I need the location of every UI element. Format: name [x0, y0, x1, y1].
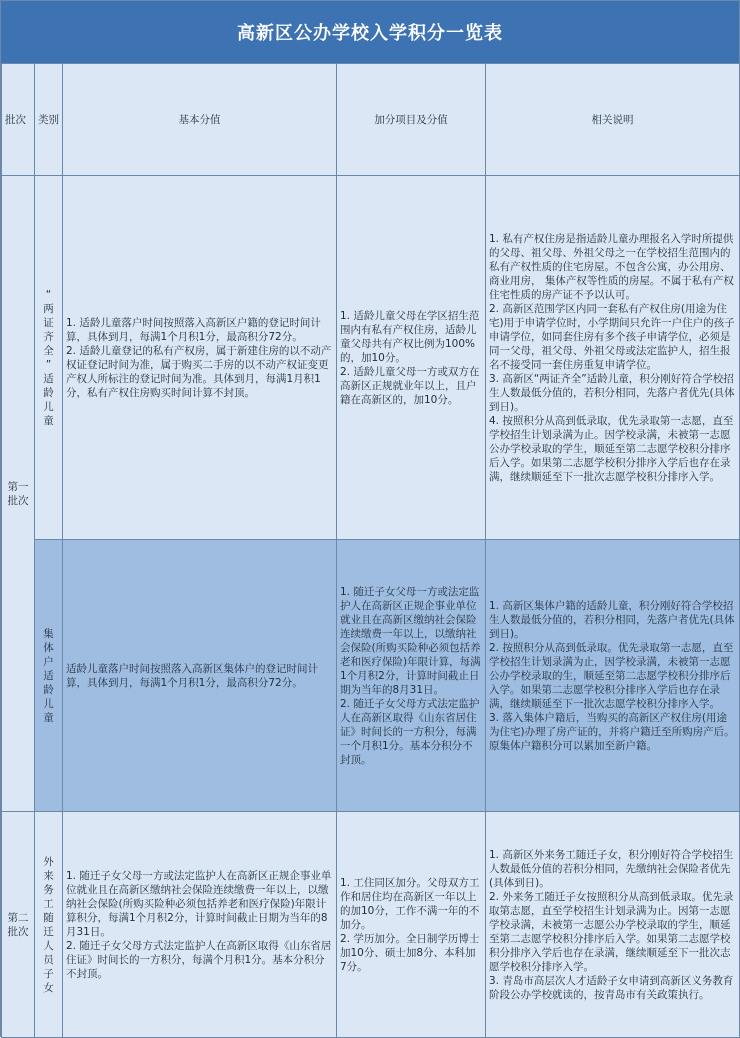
notes-item: 1. 私有产权住房是指适龄儿童办理报名入学时所提供的父母、祖父母、外祖父母之一在学校招生范围内的私有产权性质的住宅房屋。不包含公寓，办公用房、商业用房， 集体产权等性质的房屋。不属于私有产权住宅性质的房产证不予以认可。	[489, 232, 734, 301]
category-label: “ 两 证 齐 全 ” 适 龄 儿 童	[43, 288, 54, 427]
category-cell	[35, 812, 63, 1038]
header-base-score: 基本分值	[63, 64, 337, 176]
batch-cell-second: 第二 批次	[2, 812, 35, 1038]
batch-cell-first: 第一 批次	[2, 176, 35, 812]
notes-item: 2. 按照积分从高到低录取。优先录取第一志愿，直至学校招生计划录满为止，因学校录满，未被第一志愿公办学校录取的生，顺延至第二志愿学校积分排序后入学。如果第二志愿学校积分排序入学后也存在录满，继续顺延至下一批次志愿学校积分排序入学。	[489, 641, 734, 710]
category-cell	[35, 540, 63, 812]
notes-item: 3. 高新区“两证齐全”适龄儿童，积分刚好符合学校招生人数最低分值的，若积分相同，先落户者优先(具体到日)。	[489, 372, 735, 413]
base-score-item: 2. 适龄儿童登记的私有产权房，属于新建住房的以不动产权证登记时间为准，属于购买二手房的以不动产权证变更产权人所标注的登记时间为准。具体到月，每满1月积1分，私有产权住房购买时间计算不封顶。	[66, 344, 332, 399]
bonus-item: 2. 学历加分。全日制学历博士加10分、硕士加8分、本科加7分。	[340, 932, 480, 973]
base-score-cell	[63, 812, 337, 1038]
header-bonus: 加分项目及分值	[337, 64, 486, 176]
bonus-cell	[337, 812, 486, 1038]
bonus-item: 1. 适龄儿童父母在学区招生范围内有私有产权住房，适龄儿童父母共有产权比例为100%的，加10分。	[340, 309, 480, 364]
notes-item: 3. 落入集体户籍后，当购买的高新区产权住房(用途为住宅)办理了房产证的，并将户籍迁至所购房产后。原集体户籍积分可以累加至新户籍。	[489, 711, 735, 752]
notes-item: 2. 高新区范围学区内同一套私有产权住房(用途为住宅)用于申请学位时，小学期间只允许一户住户的孩子申请学位，如同套住房有多个孩子申请学位，必须是同一父母，祖父母、外祖父母或法定监护人，招生报名不接受同一套住房重复申请学位。	[489, 302, 735, 371]
bonus-cell	[337, 540, 486, 812]
notes-cell	[486, 176, 740, 540]
base-score-item: 1. 适龄儿童落户时间按照落入高新区户籍的登记时间计算，具体到月，每满1个月积1分，最高积分72分。	[66, 316, 321, 343]
base-score-item: 适龄儿童落户时间按照落入高新区集体户的登记时间计算，具体到月，每满1个月积1分，最高积分72分。	[66, 662, 318, 689]
base-score-cell	[63, 176, 337, 540]
bonus-item: 1. 工住同区加分。父母双方工作和居住均在高新区一年以上的加10分，工作不满一年的不加分。	[340, 876, 480, 931]
notes-item: 3. 青岛市高层次人才适龄子女申请到高新区义务教育阶段公办学校就读的，按青岛市有关政策执行。	[489, 974, 734, 1001]
notes-cell	[486, 540, 740, 812]
bonus-item: 1. 随迁子女父母一方或法定监护人在高新区正规企事业单位就业且在高新区缴纳社会保险连续缴费一年以上，以缴纳社会保险(所购买险种必须包括养老和医疗保险)年限计算，每满1个月积2分，计算时间截止日期为当年的8月31日。	[340, 585, 481, 696]
category-label: 外 来 务 工 随 迁 人 员 子 女	[43, 855, 54, 994]
notes-cell	[486, 812, 740, 1038]
notes-item: 1. 高新区集体户籍的适龄儿童，积分刚好符合学校招生人数最低分值的，若积分相同，先落户者优先(具体到日)。	[489, 599, 735, 640]
table-row	[2, 540, 740, 812]
category-label: 集 体 户 适 龄 儿 童	[43, 627, 54, 724]
base-score-item: 1. 随迁子女父母一方或法定监护人在高新区正规企事业单位就业且在高新区缴纳社会保险连续缴费一年以上，以缴纳社会保险(所购买险种必须包括养老和医疗保险)年限计算积分，每满1个月积2分，计算时间截止日期为当年的8月31日。	[66, 869, 332, 938]
notes-item: 1. 高新区外来务工随迁子女，积分刚好符合学校招生人数最低分值的若积分相同，先缴纳社会保险者优先(具体到日)。	[489, 848, 734, 889]
bonus-item: 2. 随迁子女父母方式法定监护人在高新区取得《山东省居住证》时间长的一方积分，每满一个月积1分。基本分积分不封顶。	[340, 697, 480, 766]
table-header-row	[2, 64, 740, 176]
category-cell	[35, 176, 63, 540]
notes-item: 4. 按照积分从高到低录取，优先录取第一志愿，直至学校招生计划录满为止。因学校录满，未被第一志愿公办学校录取的学生，顺延至第二志愿学校积分排序后入学。如果第二志愿学校积分排序入学后也存在录满，继续顺延至下一批次志愿学校积分排序入学。	[489, 414, 734, 483]
score-table	[1, 63, 740, 1038]
bonus-cell	[337, 176, 486, 540]
bonus-item: 2. 适龄儿童父母一方或双方在高新区正规就业年以上，且户籍在高新区的，加10分。	[340, 365, 480, 406]
header-notes: 相关说明	[486, 64, 740, 176]
table-row	[2, 812, 740, 1038]
notes-item: 2. 外来务工随迁子女按照积分从高到低录取。优先录取第志愿，直至学校招生计划录满为止。因第一志愿学校录满，未被第一志愿公办学校录取的学生，顺延至第二志愿学校积分排序后入学。如果第二志愿学校积分排序入学后也存在录满，继续顺延至下一批次志愿学校积分排序入学。	[489, 890, 734, 973]
header-batch: 批次	[2, 64, 35, 176]
header-category: 类别	[35, 64, 63, 176]
base-score-cell	[63, 540, 337, 812]
page-title: 高新区公办学校入学积分一览表	[1, 1, 739, 64]
base-score-item: 2. 随迁子女父母方式法定监护人在高新区取得《山东省居住证》时间长的一方积分，每满个月积1分。基本分积分不封顶。	[66, 939, 332, 980]
table-row	[2, 176, 740, 540]
